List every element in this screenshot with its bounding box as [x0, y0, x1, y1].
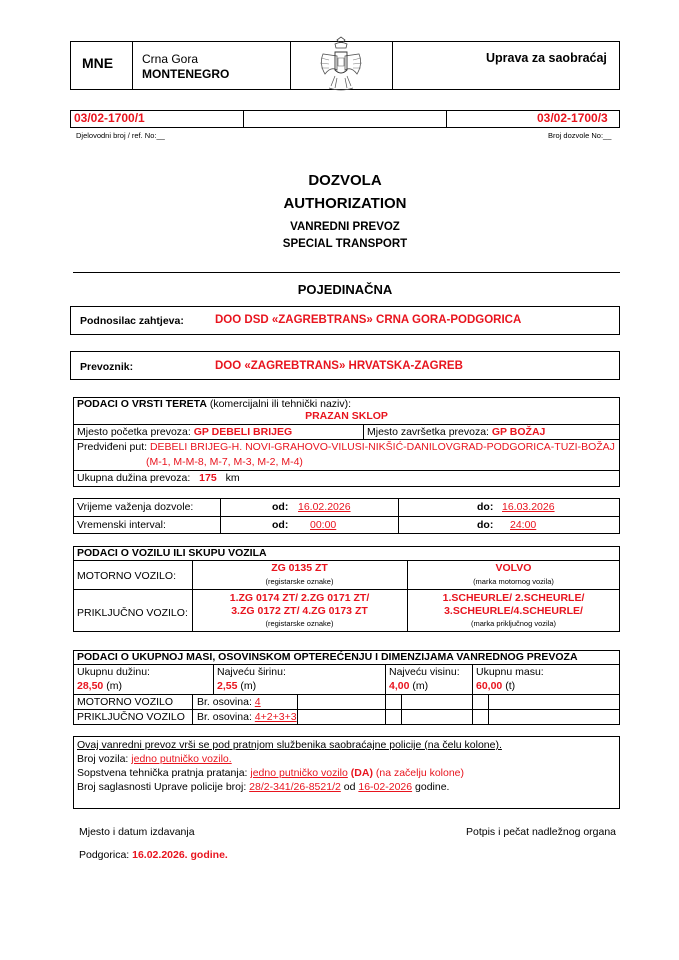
- trailer-vehicle-label: PRIKLJUČNO VOZILO:: [77, 607, 188, 619]
- start-value: GP DEBELI BRIJEG: [193, 426, 293, 438]
- max-width: [217, 680, 256, 692]
- motor-axles-vehicle-label: MOTORNO VOZILO: [77, 696, 174, 708]
- validity-from-label: od:: [272, 501, 289, 513]
- police-approval: [77, 781, 449, 793]
- country-name: Crna Gora: [142, 52, 199, 66]
- title-divider: [73, 272, 620, 273]
- title-dozvola: DOZVOLA: [308, 172, 382, 189]
- motor-make-caption: (marka motornog vozila): [473, 577, 554, 586]
- escort-own-flag: (DA): [350, 767, 373, 779]
- authority-name: Uprava za saobraćaj: [486, 51, 607, 65]
- applicant-value: DOO DSD «ZAGREBTRANS» CRNA GORA-PODGORICA: [215, 314, 522, 326]
- cargo-heading: [77, 398, 351, 410]
- route-label: Predviđeni put:: [77, 441, 148, 453]
- start-place: [77, 426, 292, 438]
- length-value: 175: [199, 472, 217, 484]
- total-length: [77, 680, 122, 692]
- total-length-value: 28,50: [77, 680, 104, 692]
- cargo-heading-note: (komercijalni ili tehnički naziv):: [209, 398, 352, 410]
- ref-caption-right: Broj dozvole No:__: [548, 131, 612, 140]
- issue-place: Podgorica:: [79, 849, 130, 861]
- total-mass: [476, 680, 515, 692]
- end-place: [367, 426, 545, 438]
- route-length: [77, 472, 240, 484]
- ref-number-right: 03/02-1700/3: [537, 111, 608, 125]
- route-value: DEBELI BRIJEG-H. NOVI-GRAHOVO-VILUSI-NIKŠIĆ-DANILOVGRAD-PODGORICA-TUZI-BOŽAJ: [149, 441, 615, 453]
- max-width-label: Najveću širinu:: [217, 666, 286, 678]
- max-height-label: Najveću visinu:: [389, 666, 460, 678]
- length-unit: km: [225, 472, 240, 484]
- escort-own-value: jedno putničko vozilo: [250, 767, 348, 779]
- max-height-value: 4,00: [389, 680, 410, 692]
- ref-caption-left: Djelovodni broj / ref. No:__: [76, 131, 165, 140]
- permit-type: POJEDINAČNA: [297, 282, 393, 297]
- interval-label: Vremenski interval:: [77, 519, 166, 531]
- police-approval-from: od: [343, 781, 356, 793]
- vehicle-heading: PODACI O VOZILU ILI SKUPU VOZILA: [77, 547, 267, 559]
- ref-number-left: 03/02-1700/1: [74, 111, 145, 125]
- trailer-axles-label: Br. osovina:: [197, 711, 252, 723]
- dimensions-heading: PODACI O UKUPNOJ MASI, OSOVINSKOM OPTEREĆENJU I DIMENZIJAMA VANREDNOG PREVOZA: [77, 651, 578, 663]
- motor-vehicle-label: MOTORNO VOZILO:: [77, 570, 176, 582]
- place-date-label: Mjesto i datum izdavanja: [79, 826, 195, 838]
- title-authorization: AUTHORIZATION: [283, 195, 407, 212]
- escort-vehicle-count: [77, 753, 232, 765]
- length-label: Ukupna dužina prevoza:: [77, 472, 191, 484]
- subtitle-vanredni: VANREDNI PREVOZ: [290, 221, 400, 233]
- total-mass-unit: (t): [505, 680, 516, 692]
- end-label: Mjesto završetka prevoza:: [367, 426, 489, 438]
- max-height-unit: (m): [412, 680, 429, 692]
- interval-to-label: do:: [477, 519, 494, 531]
- end-value: GP BOŽAJ: [491, 426, 546, 438]
- signature-label: Potpis i pečat nadležnog organa: [466, 826, 617, 838]
- validity-from-value: 16.02.2026: [298, 501, 351, 513]
- trailer-axles-value: 4+2+3+3: [254, 711, 297, 723]
- carrier-label: Prevoznik:: [80, 361, 134, 373]
- country-code: MNE: [82, 55, 114, 71]
- applicant-label: Podnosilac zahtjeva:: [80, 315, 184, 327]
- max-width-unit: (m): [240, 680, 257, 692]
- subtitle-special: SPECIAL TRANSPORT: [282, 238, 408, 250]
- trailer-plates-line1: 1.ZG 0174 ZT/ 2.ZG 0171 ZT/: [229, 592, 370, 604]
- trailer-plates-line2: 3.ZG 0172 ZT/ 4.ZG 0173 ZT: [231, 605, 368, 617]
- police-approval-number: 28/2-341/26-8521/2: [249, 781, 341, 793]
- escort-own-label: Sopstvena tehnička pratnja pratanja:: [77, 767, 248, 779]
- motor-axles-label: Br. osovina:: [197, 696, 252, 708]
- police-approval-suffix: godine.: [415, 781, 450, 793]
- cargo-heading-text: PODACI O VRSTI TERETA: [77, 398, 207, 410]
- escort-police-note: Ovaj vanredni prevoz vrši se pod pratnjom službenika saobraćajne policije (na čelu kolone).: [77, 739, 502, 751]
- motor-plate: ZG 0135 ZT: [271, 562, 328, 574]
- issue-place-date: [79, 849, 228, 861]
- trailer-axles: [197, 711, 297, 723]
- interval-from-label: od:: [272, 519, 289, 531]
- validity-label: Vrijeme važenja dozvole:: [77, 501, 194, 513]
- escort-own-note: (na začelju kolone): [375, 767, 465, 779]
- carrier-value: DOO «ZAGREBTRANS» HRVATSKA-ZAGREB: [215, 360, 463, 372]
- motor-axles: [197, 696, 261, 708]
- police-approval-label: Broj saglasnosti Uprave policije broj:: [77, 781, 247, 793]
- motor-plate-caption: (registarske oznake): [265, 577, 334, 586]
- trailer-plate-caption: (registarske oznake): [265, 619, 334, 628]
- escort-count-label: Broj vozila:: [77, 753, 129, 765]
- trailer-make-line1: 1.SCHEURLE/ 2.SCHEURLE/: [442, 592, 585, 604]
- total-mass-label: Ukupnu masu:: [476, 666, 544, 678]
- route: [77, 441, 617, 453]
- interval-to-value: 24:00: [510, 519, 537, 531]
- motor-axles-value: 4: [254, 696, 261, 708]
- validity-to-label: do:: [477, 501, 494, 513]
- total-length-label: Ukupnu dužinu:: [77, 666, 150, 678]
- cargo-name: PRAZAN SKLOP: [305, 410, 388, 422]
- trailer-make-line2: 3.SCHEURLE/4.SCHEURLE/: [444, 605, 583, 617]
- route-roads: (M-1, M-M-8, M-7, M-3, M-2, M-4): [146, 456, 303, 468]
- issue-date: 16.02.2026. godine.: [132, 849, 228, 861]
- total-length-unit: (m): [106, 680, 122, 692]
- validity-to-value: 16.03.2026: [502, 501, 555, 513]
- escort-own: [77, 767, 464, 779]
- trailer-make-caption: (marka priključnog vozila): [470, 619, 557, 628]
- police-approval-date: 16-02-2026: [358, 781, 413, 793]
- interval-from-value: 00:00: [310, 519, 337, 531]
- trailer-axles-vehicle-label: PRIKLJUČNO VOZILO: [77, 711, 185, 723]
- country-name-en: MONTENEGRO: [142, 67, 230, 81]
- total-mass-value: 60,00: [476, 680, 503, 692]
- motor-make: VOLVO: [495, 562, 532, 574]
- max-width-value: 2,55: [217, 680, 238, 692]
- coat-of-arms-emblem: [315, 36, 367, 94]
- start-label: Mjesto početka prevoza:: [77, 426, 191, 438]
- max-height: [389, 680, 428, 692]
- escort-count-value: jedno putničko vozilo.: [131, 753, 232, 765]
